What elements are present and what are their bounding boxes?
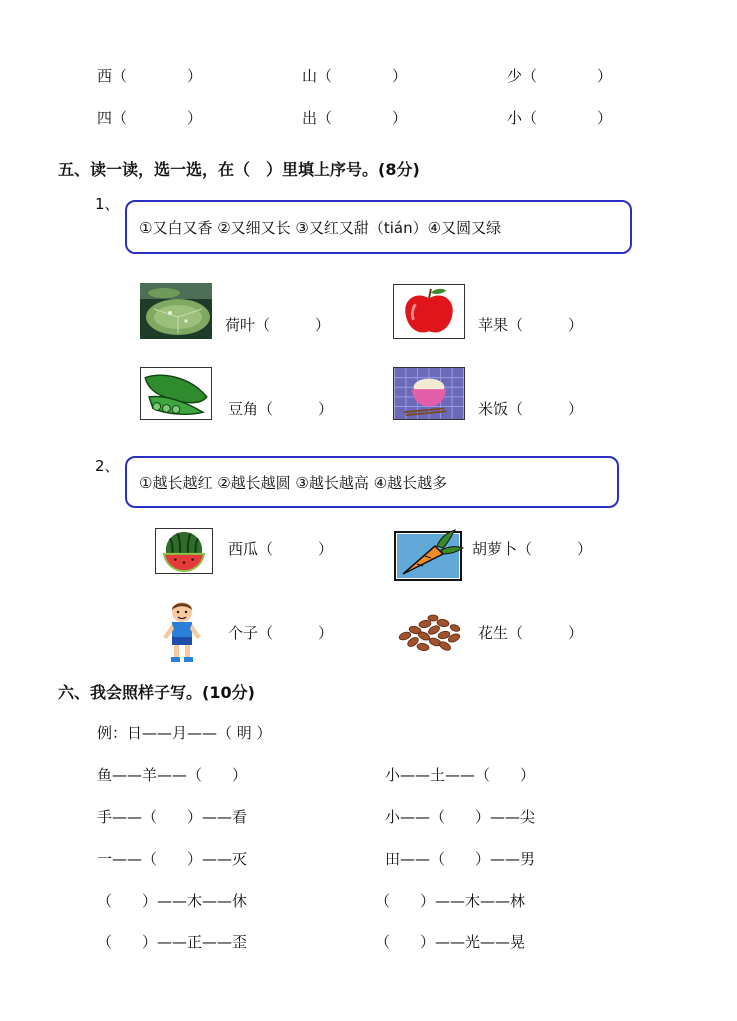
- rice-bowl-label: 米饭（ ）: [478, 400, 584, 418]
- char-fill-shan: 山（ ）: [302, 67, 408, 85]
- options-text-2: ①越长越红 ②越长越圆 ③越长越高 ④越长越多: [139, 473, 448, 492]
- bean-pod-label: 豆角（ ）: [228, 400, 334, 418]
- right-exercise-3: 田——（ ）——男: [385, 850, 536, 868]
- char-fill-shao: 少（ ）: [507, 67, 613, 85]
- char-fill-xiao: 小（ ）: [507, 109, 613, 127]
- right-exercise-1: 小——土——（ ）: [385, 766, 536, 784]
- height-label: 个子（ ）: [228, 624, 334, 642]
- lotus-leaf-label: 荷叶（ ）: [225, 316, 331, 334]
- char-fill-si: 四（ ）: [97, 109, 203, 127]
- left-exercise-3: 一——（ ）——灭: [97, 850, 248, 868]
- peanuts-label: 花生（ ）: [478, 624, 584, 642]
- options-box-2: [125, 456, 619, 508]
- section-6-title: 六、我会照样子写。(10分): [58, 683, 255, 702]
- options-text-1: ①又白又香 ②又细又长 ③又红又甜（tián）④又圆又绿: [139, 218, 502, 237]
- question-1-number: 1、: [95, 195, 120, 213]
- peanuts-picture: [395, 612, 465, 654]
- lotus-leaf-picture: [140, 283, 212, 339]
- carrot-label: 胡萝卜（ ）: [472, 540, 593, 558]
- bean-pod-picture: [140, 367, 212, 420]
- boy-picture: [157, 599, 207, 663]
- left-exercise-4: （ ）——木——休: [97, 892, 248, 910]
- question-2-number: 2、: [95, 457, 120, 475]
- right-exercise-5: （ ）——光——晃: [375, 933, 526, 951]
- section-5-title: 五、读一读，选一选，在（ ）里填上序号。(8分): [58, 160, 420, 179]
- left-exercise-5: （ ）——正——歪: [97, 933, 248, 951]
- options-box-1: [125, 200, 632, 254]
- example-line: 例：日——月——（ 明 ）: [97, 724, 272, 742]
- watermelon-picture: [155, 528, 213, 574]
- apple-label: 苹果（ ）: [478, 316, 584, 334]
- char-fill-xi: 西（ ）: [97, 67, 203, 85]
- right-exercise-4: （ ）——木——林: [375, 892, 526, 910]
- rice-bowl-picture: [393, 367, 465, 420]
- char-fill-chu: 出（ ）: [302, 109, 408, 127]
- left-exercise-1: 鱼——羊——（ ）: [97, 766, 248, 784]
- carrot-picture: [393, 528, 465, 582]
- apple-picture: [393, 284, 465, 339]
- right-exercise-2: 小——（ ）——尖: [385, 808, 536, 826]
- watermelon-label: 西瓜（ ）: [228, 540, 334, 558]
- left-exercise-2: 手——（ ）——看: [97, 808, 248, 826]
